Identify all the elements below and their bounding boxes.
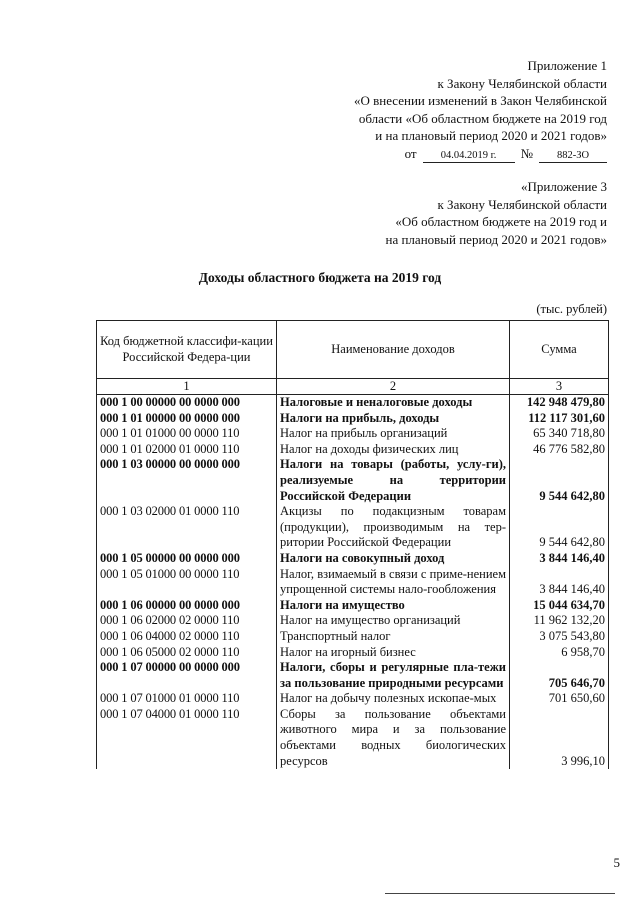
appendix-3-line: к Закону Челябинской области bbox=[437, 196, 607, 212]
appendix-1-line: и на плановый период 2020 и 2021 годов» bbox=[375, 128, 607, 143]
row-name: Налоговые и неналоговые доходы bbox=[277, 395, 510, 411]
row-name: Транспортный налог bbox=[277, 629, 510, 645]
table-row bbox=[97, 567, 609, 598]
table-row bbox=[97, 426, 609, 442]
appendix-3-line: «Приложение 3 bbox=[520, 179, 607, 194]
row-code: 000 1 07 00000 00 0000 000 bbox=[97, 660, 277, 691]
row-sum: 9 544 642,80 bbox=[510, 504, 609, 551]
row-name: Налог на доходы физических лиц bbox=[277, 442, 510, 458]
table-row bbox=[97, 660, 609, 691]
row-code: 000 1 05 01000 00 0000 110 bbox=[97, 567, 277, 598]
appendix-1-line: к Закону Челябинской области bbox=[437, 75, 607, 91]
row-code: 000 1 05 00000 00 0000 000 bbox=[97, 551, 277, 567]
row-code: 000 1 06 04000 02 0000 110 bbox=[97, 629, 277, 645]
column-number-row bbox=[97, 379, 609, 395]
header-sum: Сумма bbox=[510, 321, 609, 379]
row-name: Налоги на совокупный доход bbox=[277, 551, 510, 567]
row-sum: 3 996,10 bbox=[510, 707, 609, 769]
row-sum: 3 075 543,80 bbox=[510, 629, 609, 645]
row-code: 000 1 01 00000 00 0000 000 bbox=[97, 411, 277, 427]
row-sum: 3 844 146,40 bbox=[510, 567, 609, 598]
row-name: Налоги, сборы и регулярные пла-тежи за пользование природными ресурсами bbox=[277, 660, 510, 691]
table-body bbox=[97, 395, 609, 770]
row-sum: 9 544 642,80 bbox=[510, 457, 609, 504]
row-sum: 705 646,70 bbox=[510, 660, 609, 691]
table-row bbox=[97, 645, 609, 661]
table-row bbox=[97, 442, 609, 458]
appendix-3-header bbox=[386, 178, 608, 248]
law-date-number-line bbox=[354, 145, 607, 163]
column-number: 1 bbox=[97, 379, 277, 395]
row-sum: 142 948 479,80 bbox=[510, 395, 609, 411]
row-code: 000 1 03 02000 01 0000 110 bbox=[97, 504, 277, 551]
row-name: Налоги на имущество bbox=[277, 598, 510, 614]
row-name: Акцизы по подакцизным товарам (продукции), производимым на тер-ритории Российской Федерации bbox=[277, 504, 510, 551]
row-code: 000 1 07 01000 01 0000 110 bbox=[97, 691, 277, 707]
row-code: 000 1 06 00000 00 0000 000 bbox=[97, 598, 277, 614]
row-name: Сборы за пользование объектами животного мира и за пользование объектами водных биологических ресурсов bbox=[277, 707, 510, 769]
row-name: Налог на игорный бизнес bbox=[277, 645, 510, 661]
row-code: 000 1 06 05000 02 0000 110 bbox=[97, 645, 277, 661]
document-title: Доходы областного бюджета на 2019 год bbox=[198, 270, 442, 285]
row-sum: 65 340 718,80 bbox=[510, 426, 609, 442]
table-row bbox=[97, 504, 609, 551]
appendix-1-line: Приложение 1 bbox=[527, 58, 607, 73]
appendix-3-line: «Об областном бюджете на 2019 год и bbox=[395, 214, 607, 229]
law-number-field: 882-ЗО bbox=[539, 149, 607, 163]
row-name: Налог на прибыль организаций bbox=[277, 426, 510, 442]
row-sum: 15 044 634,70 bbox=[510, 598, 609, 614]
row-sum: 11 962 132,20 bbox=[510, 613, 609, 629]
row-name: Налог на добычу полезных ископае-мых bbox=[277, 691, 510, 707]
table-row bbox=[97, 457, 609, 504]
table-header-row bbox=[97, 321, 609, 379]
row-sum: 46 776 582,80 bbox=[510, 442, 609, 458]
row-name: Налоги на прибыль, доходы bbox=[277, 411, 510, 427]
unit-label: (тыс. рублей) bbox=[536, 302, 607, 316]
header-code: Код бюджетной классифи-кации Российской Федера-ции bbox=[97, 321, 277, 379]
appendix-1-header bbox=[354, 57, 607, 163]
header-name: Наименование доходов bbox=[277, 321, 510, 379]
row-code: 000 1 06 02000 02 0000 110 bbox=[97, 613, 277, 629]
column-number: 3 bbox=[510, 379, 609, 395]
table-row bbox=[97, 395, 609, 411]
column-number: 2 bbox=[277, 379, 510, 395]
row-code: 000 1 00 00000 00 0000 000 bbox=[97, 395, 277, 411]
appendix-3-line: на плановый период 2020 и 2021 годов» bbox=[385, 231, 607, 247]
row-name: Налоги на товары (работы, услу-ги), реализуемые на территории Российской Федерации bbox=[277, 457, 510, 504]
row-code: 000 1 07 04000 01 0000 110 bbox=[97, 707, 277, 769]
row-name: Налог на имущество организаций bbox=[277, 613, 510, 629]
table-row bbox=[97, 551, 609, 567]
row-name: Налог, взимаемый в связи с приме-нением упрощенной системы нало-гообложения bbox=[277, 567, 510, 598]
table-row bbox=[97, 629, 609, 645]
table-row bbox=[97, 691, 609, 707]
appendix-1-line: области «Об областном бюджете на 2019 год bbox=[358, 110, 607, 126]
row-sum: 6 958,70 bbox=[510, 645, 609, 661]
row-code: 000 1 01 02000 01 0000 110 bbox=[97, 442, 277, 458]
number-prefix: № bbox=[520, 145, 533, 161]
table-row bbox=[97, 411, 609, 427]
row-sum: 112 117 301,60 bbox=[510, 411, 609, 427]
budget-income-table bbox=[96, 320, 609, 769]
row-code: 000 1 03 00000 00 0000 000 bbox=[97, 457, 277, 504]
date-prefix: от bbox=[404, 145, 417, 161]
law-date-field: 04.04.2019 г. bbox=[423, 149, 515, 163]
appendix-1-line: «О внесении изменений в Закон Челябинской bbox=[353, 93, 607, 108]
page-number: 5 bbox=[613, 855, 620, 870]
row-code: 000 1 01 01000 00 0000 110 bbox=[97, 426, 277, 442]
table-row bbox=[97, 613, 609, 629]
row-sum: 3 844 146,40 bbox=[510, 551, 609, 567]
table-row bbox=[97, 598, 609, 614]
row-sum: 701 650,60 bbox=[510, 691, 609, 707]
bottom-rule bbox=[385, 893, 615, 894]
table-row bbox=[97, 707, 609, 769]
